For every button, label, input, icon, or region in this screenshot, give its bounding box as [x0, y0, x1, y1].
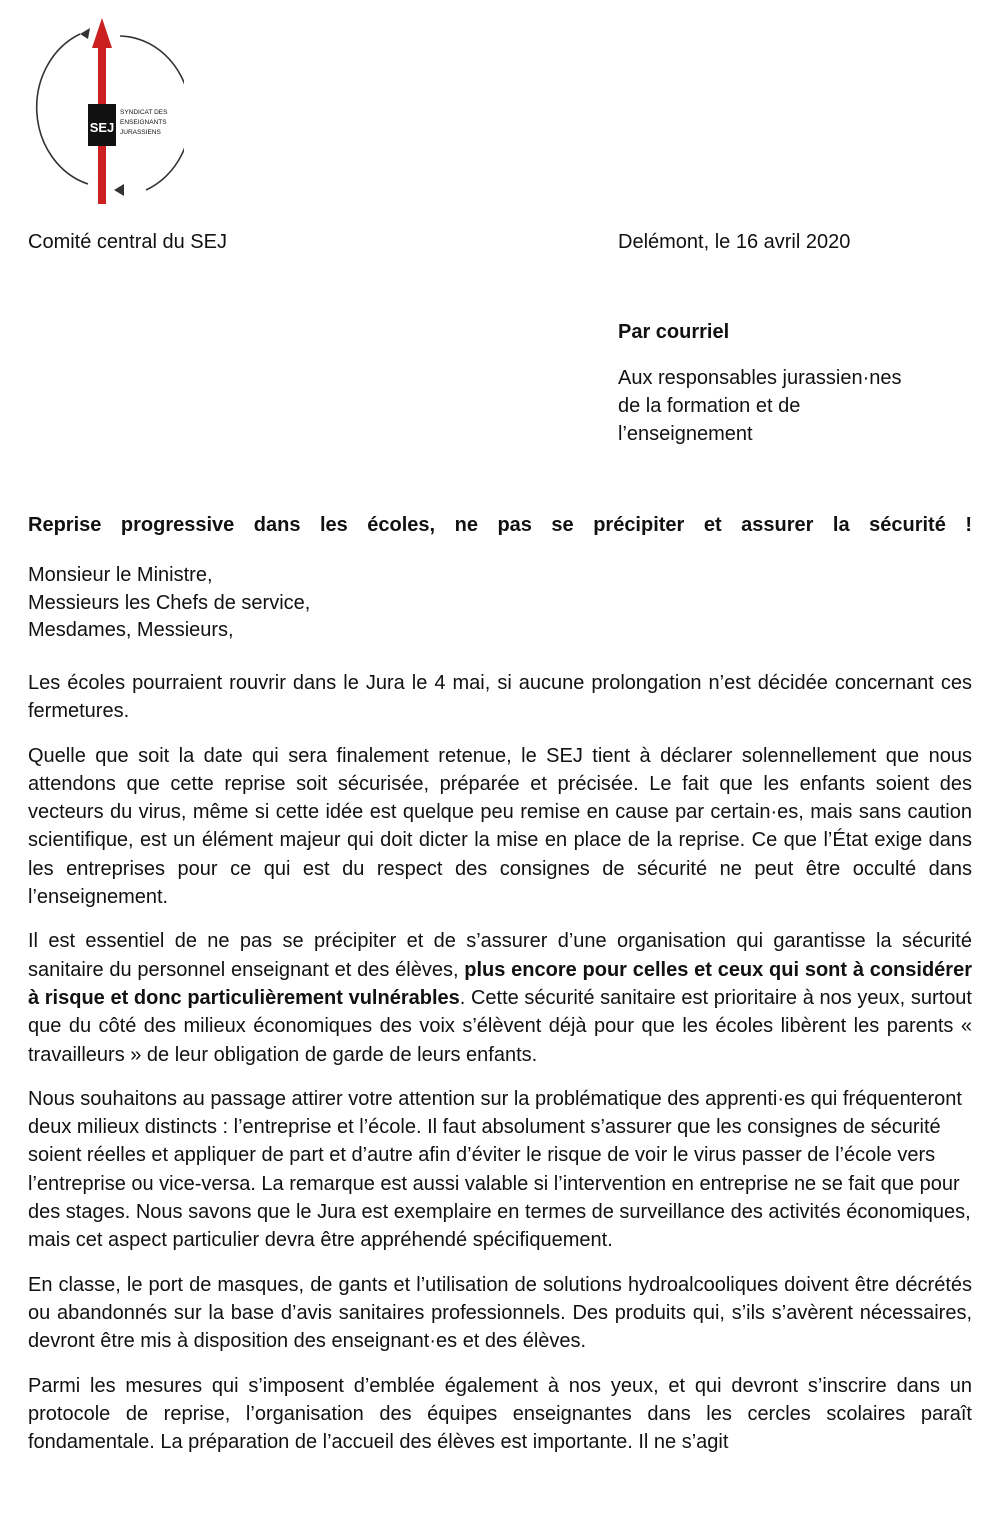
salutation-line: Mesdames, Messieurs,	[28, 619, 234, 641]
salutation-line: Monsieur le Ministre,	[28, 564, 213, 586]
body-paragraph-4: Nous souhaitons au passage attirer votre attention sur la problématique des apprenti·es qui fréquenteront deux milieux distincts : l’entreprise et l’école. Il faut absolument s’assurer que les consignes de sécurité soient réelles et appliquer de part et d’autre afin d’éviter le risque de voir le virus passer de l’école vers l’entreprise ou vice-versa. La remarque est aussi valable si l’intervention en entreprise ne se fait que pour des stages. Nous savons que le Jura est exemplaire en termes de surveillance des activités économiques, mais cet aspect particulier devra être appréhendé spécifiquement.	[28, 1087, 971, 1252]
paragraph-3-text-start: Il est essentiel de ne pas se précipiter et de s’assurer d’une organisation qui garantisse la sécurité sanitaire du personnel enseignant et des élèves,	[28, 930, 972, 981]
logo-ring-arrowhead-top	[80, 28, 90, 39]
body-paragraph-2: Quelle que soit la date qui sera finalement retenue, le SEJ tient à déclarer solennellement que nous attendons que cette reprise soit sécurisée, préparée et précisée. Le fait que les enfants soient des vecteurs du virus, même si cette idée est quelque peu remise en cause par certain·es, mais sans caution scientifique, est un élément majeur qui doit dicter la mise en place de la reprise. Ce que l’État exige dans les entreprises pour ce qui est du respect des consignes de sécurité ne peut être occulté dans l’enseignement.	[28, 744, 972, 909]
recipient-line: l’enseignement	[618, 423, 753, 445]
logo-red-arrowhead	[92, 18, 112, 48]
date-line: Delémont, le 16 avril 2020	[618, 231, 851, 253]
logo-name-line-3: JURASSIENS	[120, 129, 161, 136]
sej-logo	[28, 14, 184, 206]
paragraph-3-text-end: . Cette sécurité sanitaire est prioritaire à nos yeux, surtout que du côté des milieux économiques des voix s’élèvent déjà pour que les écoles libèrent les parents « travailleurs » de leur obligation de garde de leurs enfants.	[28, 986, 972, 1066]
letter-subject: Reprise progressive dans les écoles, ne pas se précipiter et assurer la sécurité !	[28, 514, 972, 536]
body-paragraph-6: Parmi les mesures qui s’imposent d’emblée également à nos yeux, et qui devront s’inscrire dans un protocole de reprise, l’organisation des équipes enseignantes dans les cercles scolaires paraît fondamentale. La préparation de l’accueil des élèves est importante. Il ne s’agit	[28, 1374, 972, 1454]
paragraph-3-emphasis: plus encore pour celles et ceux qui sont à considérer à risque et donc particulièrement vulnérables	[28, 958, 972, 1009]
logo-name-line-2: ENSEIGNANTS	[120, 119, 167, 126]
body-paragraph-1: Les écoles pourraient rouvrir dans le Jura le 4 mai, si aucune prolongation n’est décidée concernant ces fermetures.	[28, 672, 972, 723]
logo-ring-arrowhead-bottom	[114, 184, 124, 196]
recipient-line: de la formation et de	[618, 395, 801, 417]
logo-acronym: SEJ	[89, 120, 115, 135]
recipient-line: Aux responsables jurassien·nes	[618, 367, 902, 389]
salutation-block	[28, 562, 310, 645]
delivery-method: Par courriel	[618, 321, 730, 343]
body-paragraph-3	[28, 927, 972, 1068]
logo-ring-left	[37, 34, 88, 184]
body-paragraph-5: En classe, le port de masques, de gants et l’utilisation de solutions hydroalcooliques doivent être décrétés ou abandonnés sur la base d’avis sanitaires professionnels. Des produits qui, s’ils s’avèrent nécessaires, devront être mis à disposition des enseignant·es et des élèves.	[28, 1273, 972, 1353]
sender-line: Comité central du SEJ	[28, 231, 227, 253]
logo-name-line-1: SYNDICAT DES	[120, 109, 168, 116]
recipient-block	[618, 364, 968, 448]
letter-body	[28, 669, 972, 1472]
salutation-line: Messieurs les Chefs de service,	[28, 591, 311, 614]
